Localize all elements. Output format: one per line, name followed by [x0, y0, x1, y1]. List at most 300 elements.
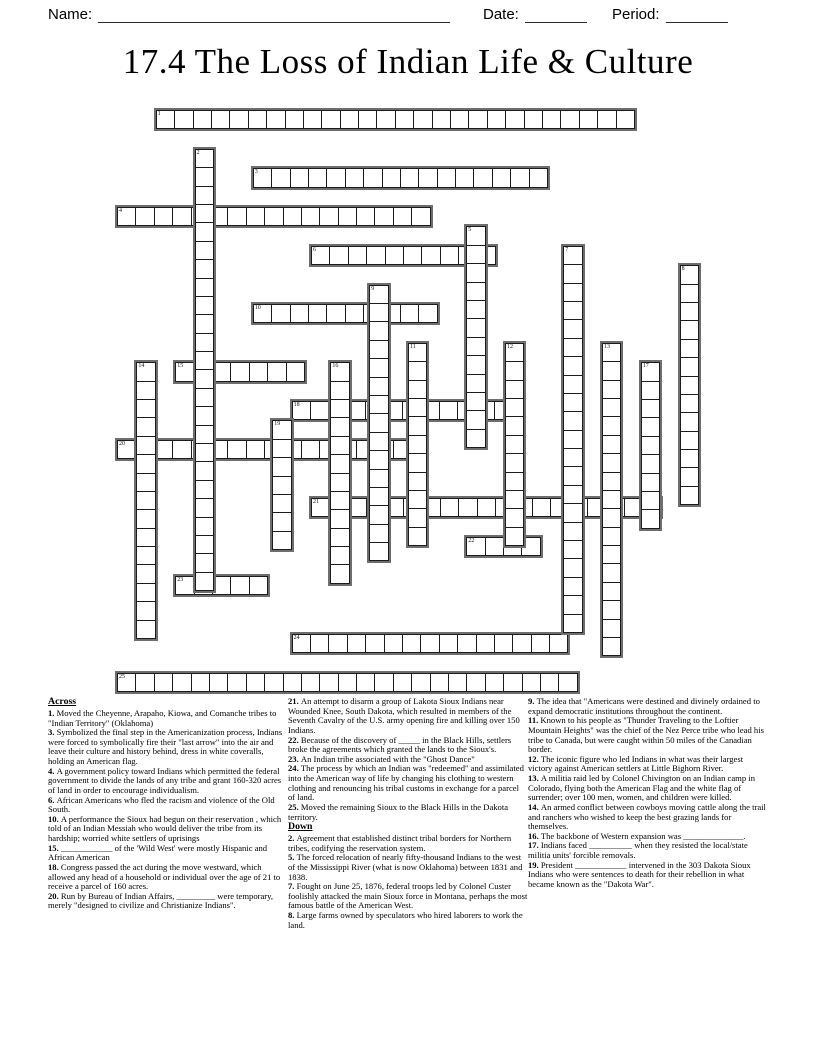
grid-cell — [195, 443, 214, 462]
clue-25-across: 25. Moved the remaining Sioux to the Black Hills in the Dakota territory. — [288, 801, 509, 822]
clue-number: 25. — [288, 801, 301, 812]
clue-6-across: 6. African Americans who fled the racism and violence of the Old South. — [48, 794, 275, 815]
word-4-across — [115, 205, 433, 228]
grid-cell — [602, 472, 621, 491]
cell-number: 2 — [196, 149, 200, 156]
grid-cell — [503, 673, 522, 692]
grid-cell — [455, 168, 474, 187]
grid-cell — [641, 362, 660, 381]
grid-cell — [195, 388, 214, 407]
grid-cell — [505, 110, 524, 129]
grid-cell — [487, 110, 506, 129]
clue-10-across: 10. A performance the Sioux had begun on their reservation , which told of an Indian Messiah who would deliver the tribe from its hardship; worried white settlers of uprisings — [48, 813, 282, 844]
grid-cell — [680, 357, 699, 376]
cell-number: 14 — [138, 363, 145, 370]
clue-number: 20. — [48, 890, 61, 901]
grid-cell — [420, 634, 439, 653]
grid-cell — [369, 395, 388, 414]
grid-cell — [563, 430, 582, 449]
cell-number: 4 — [119, 208, 122, 214]
grid-cell — [505, 490, 524, 509]
grid-cell — [440, 498, 459, 517]
word-16-down — [328, 360, 351, 586]
grid-cell — [505, 380, 524, 399]
grid-cell — [272, 512, 291, 531]
clue-number: 2. — [288, 833, 297, 844]
clue-5-down: 5. The forced relocation of nearly fifty-thousand Indians to the west of the Mississippi River (what is now Oklahoma) between 1831 and 1838. — [288, 852, 523, 882]
grid-cell — [408, 472, 427, 491]
grid-cell — [505, 416, 524, 435]
grid-cell — [430, 673, 449, 692]
clue-number: 12. — [528, 753, 541, 764]
clue-column-down — [528, 697, 768, 890]
grid-cell — [290, 168, 309, 187]
clue-number: 24. — [288, 763, 301, 774]
grid-cell — [136, 417, 155, 436]
grid-cell — [563, 614, 582, 633]
grid-cell — [329, 246, 348, 265]
grid-cell — [369, 487, 388, 506]
clue-12-down: 12. The iconic figure who led Indians in what was their largest victory against American settlers at Little Bighorn River. — [528, 753, 744, 774]
grid-cell — [602, 600, 621, 619]
grid-cell — [249, 362, 268, 381]
grid-cell — [172, 207, 191, 226]
word-14-down — [134, 360, 157, 641]
grid-cell — [330, 473, 349, 492]
clue-number: 3. — [48, 727, 57, 738]
word-11-down — [406, 341, 429, 548]
grid-cell — [195, 186, 214, 205]
grid-cell — [369, 358, 388, 377]
grid-cell — [408, 453, 427, 472]
clue-number: 7. — [288, 881, 297, 892]
grid-cell — [408, 343, 427, 362]
grid-cell — [680, 431, 699, 450]
grid-cell — [363, 168, 382, 187]
grid-cell — [466, 337, 485, 356]
cell-number: 22 — [468, 537, 475, 544]
grid-cell — [560, 110, 579, 129]
grid-cell — [408, 435, 427, 454]
grid-cell — [195, 222, 214, 241]
grid-cell — [290, 304, 309, 323]
grid-cell — [529, 168, 548, 187]
grid-cell — [330, 509, 349, 528]
grid-cell — [597, 110, 616, 129]
grid-cell — [408, 380, 427, 399]
grid-cell — [136, 362, 155, 381]
grid-cell — [440, 246, 459, 265]
grid-cell — [680, 284, 699, 303]
grid-cell — [563, 448, 582, 467]
grid-cell — [458, 498, 477, 517]
grid-cell — [272, 457, 291, 476]
grid-cell — [466, 537, 485, 556]
clue-20-across: 20. Run by Bureau of Indian Affairs, _________ were temporary, merely "designed to civilize and Christianize Indians". — [48, 890, 274, 911]
grid-cell — [505, 508, 524, 527]
grid-cell — [310, 401, 329, 420]
grid-cell — [319, 673, 338, 692]
word-9-down — [367, 283, 390, 564]
cell-number: 3 — [254, 169, 258, 176]
grid-cell — [369, 321, 388, 340]
grid-cell — [680, 339, 699, 358]
grid-cell — [326, 304, 345, 323]
grid-cell — [505, 398, 524, 417]
grid-cell — [563, 558, 582, 577]
grid-cell — [310, 634, 329, 653]
grid-cell — [602, 416, 621, 435]
clue-number: 10. — [48, 813, 61, 824]
clue-number: 5. — [288, 852, 297, 863]
grid-cell — [154, 673, 173, 692]
word-5-down — [464, 224, 487, 450]
clue-number: 1. — [48, 707, 57, 718]
grid-cell — [563, 301, 582, 320]
clue-number: 4. — [48, 765, 57, 776]
grid-cell — [195, 296, 214, 315]
name-label: Name: — [48, 6, 93, 23]
grid-cell — [512, 634, 531, 653]
cell-number: 12 — [507, 343, 513, 350]
cell-number: 1 — [157, 111, 161, 117]
grid-cell — [374, 207, 393, 226]
grid-cell — [411, 673, 430, 692]
down-section-header: Down — [288, 821, 313, 833]
clue-11-down: 11. Known to his people as "Thunder Traveling to the Loftier Mountain Heights" was the chief of the Nez Perce tribe who lead his tribe to Canada, but were caught within 50 miles of the Canadian border. — [528, 715, 764, 755]
grid-cell — [271, 168, 290, 187]
grid-cell — [136, 399, 155, 418]
grid-cell — [330, 362, 349, 381]
grid-cell — [271, 304, 290, 323]
grid-cell — [411, 207, 430, 226]
grid-cell — [136, 436, 155, 455]
grid-cell — [172, 440, 191, 459]
grid-cell — [680, 320, 699, 339]
clue-number: 18. — [48, 861, 61, 872]
grid-cell — [195, 498, 214, 517]
clue-number: 21. — [288, 696, 301, 706]
grid-cell — [285, 110, 304, 129]
grid-cell — [286, 362, 305, 381]
grid-cell — [330, 436, 349, 455]
grid-cell — [437, 168, 456, 187]
clue-number: 16. — [528, 830, 541, 841]
grid-cell — [602, 380, 621, 399]
clue-23-across: 23. An Indian tribe associated with the "Ghost Dance" — [288, 753, 475, 764]
grid-cell — [531, 634, 550, 653]
grid-cell — [227, 673, 246, 692]
grid-cell — [195, 241, 214, 260]
grid-cell — [264, 207, 283, 226]
grid-cell — [563, 319, 582, 338]
clue-1-across: 1. Moved the Cheyenne, Arapaho, Kiowa, and Comanche tribes to "Indian Territory" (Oklahoma) — [48, 707, 277, 728]
date-label: Date: — [483, 6, 519, 23]
grid-cell — [272, 476, 291, 495]
grid-cell — [403, 246, 422, 265]
grid-cell — [413, 110, 432, 129]
grid-cell — [340, 110, 359, 129]
grid-cell — [680, 265, 699, 284]
grid-cell — [439, 634, 458, 653]
clue-9-down: 9. The idea that "Americans were destined and divinely ordained to expand democratic institutions throughout the continent. — [528, 696, 760, 716]
grid-cell — [408, 490, 427, 509]
clue-13-down: 13. A militia raid led by Colonel Chivington on an Indian camp in Colorado, flying both the American Flag and the white flag of surrender; over 100 men, women, and children were killed. — [528, 773, 755, 803]
grid-cell — [358, 110, 377, 129]
grid-cell — [558, 673, 577, 692]
grid-cell — [602, 619, 621, 638]
grid-cell — [468, 110, 487, 129]
word-7-down — [561, 244, 584, 635]
grid-cell — [376, 110, 395, 129]
grid-cell — [505, 453, 524, 472]
grid-cell — [395, 110, 414, 129]
grid-cell — [641, 491, 660, 510]
grid-cell — [330, 381, 349, 400]
grid-cell — [195, 461, 214, 480]
clue-16-down: 16. The backbone of Western expansion was ______________. — [528, 830, 746, 841]
grid-cell — [117, 207, 136, 226]
grid-cell — [563, 356, 582, 375]
cell-number: 19 — [274, 421, 281, 428]
clue-number: 23. — [288, 753, 301, 764]
grid-cell — [602, 453, 621, 472]
clue-number: 6. — [48, 794, 57, 805]
grid-cell — [227, 207, 246, 226]
grid-cell — [466, 392, 485, 411]
grid-cell — [330, 491, 349, 510]
grid-cell — [439, 401, 458, 420]
word-25-across — [115, 671, 580, 694]
clue-8-down: 8. Large farms owned by speculators who hired laborers to work the land. — [288, 910, 523, 930]
cell-number: 5 — [468, 227, 472, 234]
grid-cell — [473, 168, 492, 187]
clue-15-across: 15. ____________ of the 'Wild West' were mostly Hispanic and African American — [48, 842, 268, 863]
grid-cell — [505, 435, 524, 454]
grid-cell — [195, 278, 214, 297]
grid-cell — [136, 620, 155, 639]
grid-cell — [272, 494, 291, 513]
grid-cell — [384, 634, 403, 653]
grid-cell — [408, 508, 427, 527]
grid-cell — [311, 246, 330, 265]
word-12-down — [503, 341, 526, 548]
clue-number: 8. — [288, 910, 297, 921]
grid-cell — [602, 563, 621, 582]
cell-number: 6 — [313, 246, 316, 253]
grid-cell — [680, 302, 699, 321]
grid-cell — [374, 673, 393, 692]
clue-19-down: 19. President ____________ intervened in the 303 Dakota Sioux Indians who were sentences to death for their rebellion in what became known as the "Dakota War". — [528, 859, 751, 889]
word-1-across — [154, 108, 637, 131]
grid-cell — [301, 207, 320, 226]
word-8-down — [678, 263, 701, 507]
grid-cell — [246, 673, 265, 692]
grid-cell — [641, 454, 660, 473]
grid-cell — [602, 435, 621, 454]
grid-cell — [400, 304, 419, 323]
grid-cell — [369, 505, 388, 524]
clue-3-across: 3. Symbolized the final step in the Americanization process, Indians were forced to symbolically fire their "last arrow" into the air and leave their culture and history behind, dress in white coveralls, holding an American flag. — [48, 727, 283, 767]
grid-cell — [283, 673, 302, 692]
grid-cell — [680, 486, 699, 505]
grid-cell — [345, 168, 364, 187]
grid-cell — [421, 246, 440, 265]
grid-cell — [616, 110, 635, 129]
word-2-down — [193, 147, 216, 593]
grid-cell — [195, 369, 214, 388]
clue-number: 17. — [528, 840, 541, 851]
grid-cell — [345, 304, 364, 323]
grid-cell — [579, 110, 598, 129]
grid-cell — [680, 412, 699, 431]
grid-cell — [330, 399, 349, 418]
grid-cell — [680, 376, 699, 395]
grid-cell — [253, 168, 272, 187]
grid-cell — [136, 583, 155, 602]
grid-cell — [408, 416, 427, 435]
grid-cell — [292, 634, 311, 653]
grid-cell — [466, 355, 485, 374]
grid-cell — [542, 110, 561, 129]
grid-cell — [308, 168, 327, 187]
grid-cell — [330, 454, 349, 473]
cell-number: 13 — [604, 343, 610, 350]
grid-cell — [272, 420, 291, 439]
grid-cell — [680, 467, 699, 486]
grid-cell — [466, 410, 485, 429]
clue-21-across: 21. An attempt to disarm a group of Lakota Sioux Indians near Wounded Knee, South Dakota, which resulted in members of the Seventh Cavalry of the U.S. army opening fire and killing over 150 Indians. — [288, 696, 520, 735]
grid-cell — [321, 110, 340, 129]
word-24-across — [290, 632, 571, 655]
grid-cell — [540, 673, 559, 692]
clue-number: 14. — [528, 801, 541, 812]
clue-column-middle — [288, 697, 528, 930]
clue-number: 15. — [48, 842, 61, 853]
grid-cell — [172, 673, 191, 692]
clue-number: 13. — [528, 773, 541, 783]
grid-cell — [369, 450, 388, 469]
grid-cell — [532, 498, 551, 517]
grid-cell — [191, 673, 210, 692]
grid-cell — [641, 509, 660, 528]
clue-column-across — [48, 697, 288, 911]
grid-cell — [369, 340, 388, 359]
grid-cell — [466, 282, 485, 301]
grid-cell — [356, 673, 375, 692]
grid-cell — [272, 531, 291, 550]
grid-cell — [641, 381, 660, 400]
grid-cell — [135, 673, 154, 692]
grid-cell — [393, 207, 412, 226]
grid-cell — [563, 393, 582, 412]
grid-cell — [563, 503, 582, 522]
grid-cell — [408, 527, 427, 546]
word-13-down — [600, 341, 623, 659]
grid-cell — [641, 473, 660, 492]
grid-cell — [195, 406, 214, 425]
grid-cell — [303, 110, 322, 129]
grid-cell — [195, 553, 214, 572]
grid-cell — [195, 351, 214, 370]
grid-cell — [602, 508, 621, 527]
grid-cell — [136, 601, 155, 620]
grid-cell — [266, 110, 285, 129]
word-10-across — [251, 302, 440, 325]
grid-cell — [369, 524, 388, 543]
grid-cell — [135, 207, 154, 226]
grid-cell — [308, 304, 327, 323]
grid-cell — [680, 394, 699, 413]
grid-cell — [195, 259, 214, 278]
grid-cell — [369, 285, 388, 304]
grid-cell — [369, 303, 388, 322]
grid-cell — [485, 537, 504, 556]
clue-22-across: 22. Because of the discovery of _____ in the Black Hills, settlers broke the agreements which granted the lands to the Sioux's. — [288, 734, 512, 755]
grid-cell — [369, 432, 388, 451]
grid-cell — [348, 246, 367, 265]
grid-cell — [369, 377, 388, 396]
grid-cell — [136, 546, 155, 565]
grid-cell — [283, 207, 302, 226]
grid-cell — [136, 509, 155, 528]
grid-cell — [602, 545, 621, 564]
across-section-header: Across — [48, 696, 77, 707]
grid-cell — [230, 576, 249, 595]
grid-cell — [563, 283, 582, 302]
grid-cell — [338, 673, 357, 692]
grid-cell — [505, 527, 524, 546]
grid-cell — [563, 485, 582, 504]
grid-cell — [230, 362, 249, 381]
grid-cell — [382, 168, 401, 187]
grid-cell — [602, 343, 621, 362]
grid-cell — [418, 168, 437, 187]
grid-cell — [248, 110, 267, 129]
clue-number: 22. — [288, 734, 301, 745]
cell-number: 15 — [177, 363, 184, 370]
grid-cell — [466, 245, 485, 264]
grid-cell — [301, 673, 320, 692]
grid-cell — [195, 535, 214, 554]
cell-number: 25 — [119, 673, 125, 680]
grid-cell — [195, 480, 214, 499]
cell-number: 16 — [332, 363, 339, 370]
grid-cell — [505, 472, 524, 491]
grid-cell — [448, 673, 467, 692]
grid-cell — [326, 168, 345, 187]
clue-number: 19. — [528, 859, 541, 870]
word-19-down — [270, 418, 293, 552]
grid-cell — [211, 110, 230, 129]
grid-cell — [229, 110, 248, 129]
grid-cell — [264, 673, 283, 692]
grid-cell — [466, 226, 485, 245]
worksheet-title: 17.4 The Loss of Indian Life & Culture — [122, 42, 694, 81]
cell-number: 7 — [565, 246, 569, 253]
grid-cell — [466, 263, 485, 282]
grid-cell — [563, 595, 582, 614]
word-3-across — [251, 166, 550, 189]
grid-cell — [246, 440, 265, 459]
clue-14-down: 14. An armed conflict between cowboys moving cattle along the trail and ranchers who wished to keep the best grazing lands for themselves. — [528, 801, 766, 832]
grid-cell — [330, 417, 349, 436]
grid-cell — [253, 304, 272, 323]
grid-cell — [563, 246, 582, 265]
clue-number: 9. — [528, 696, 537, 706]
grid-cell — [195, 204, 214, 223]
cell-number: 24 — [293, 634, 300, 641]
